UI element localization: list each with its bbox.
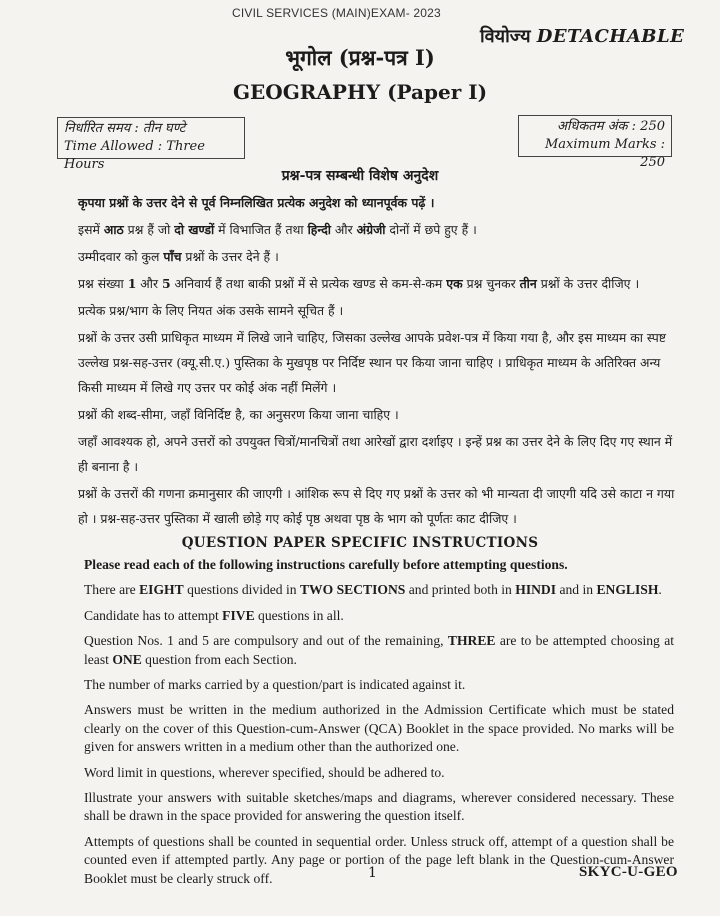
detachable-hindi: वियोज्य <box>480 26 531 47</box>
page-number: 1 <box>368 865 377 881</box>
maximum-marks-english: Maximum Marks : 250 <box>544 137 665 170</box>
english-instructions <box>84 556 674 895</box>
english-instruction-3: Candidate has to attempt FIVE questions in all. <box>84 607 344 623</box>
hindi-instruction-1: कृपया प्रश्नों के उत्तर देने से पूर्व निम्नलिखित प्रत्येक अनुदेश को ध्यानपूर्वक पढ़ें । <box>78 195 435 210</box>
maximum-marks-box <box>518 115 672 170</box>
time-allowed-hindi: निर्धारित समय : तीन घण्टे <box>64 121 186 136</box>
english-instructions-heading: QUESTION PAPER SPECIFIC INSTRUCTIONS <box>181 535 539 551</box>
hindi-instruction-9: प्रश्नों के उत्तरों की गणना क्रमानुसार की जाएगी । आंशिक रूप से दिए गए प्रश्नों के उत्तर को भी मान्यता दी जाएगी यदि उसे काटा न गया हो । प्रश्न-सह-उत्तर पुस्तिका में खाली छोड़े गए कोई पृष्ठ अथवा पृष्ठ के भाग को पूर्णतः काट दीजिए । <box>78 486 675 526</box>
hindi-instruction-5: प्रत्येक प्रश्न/भाग के लिए नियत अंक उसके सामने सूचित हैं । <box>78 303 344 318</box>
subject-title-english: GEOGRAPHY (Paper I) <box>232 80 488 104</box>
time-allowed-box <box>57 117 245 172</box>
english-instruction-6: Answers must be written in the medium authorized in the Admission Certificate which must be stated clearly on the cover of this Question-cum-Answer (QCA) Booklet in the space provided. No marks will be given for answers written in a medium other than the authorized one. <box>84 702 674 755</box>
hindi-instructions <box>78 190 678 533</box>
detachable-english: DETACHABLE <box>536 26 685 47</box>
english-instruction-1: Please read each of the following instructions carefully before attempting questions. <box>84 557 568 572</box>
english-instruction-9: Attempts of questions shall be counted in sequential order. Unless struck off, attempt of a question shall be counted even if attempted partly. Any page or portion of the page left blank in the Question-cum-Answer Booklet must be clearly struck off. <box>84 833 674 886</box>
hindi-instruction-2: इसमें आठ प्रश्न हैं जो दो खण्डों में विभाजित हैं तथा हिन्दी और अंग्रेजी दोनों में छपे हुए हैं । <box>78 222 477 237</box>
hindi-instruction-3: उम्मीदवार को कुल पाँच प्रश्नों के उत्तर देने हैं । <box>78 249 279 264</box>
english-instruction-7: Word limit in questions, wherever specified, should be adhered to. <box>84 764 445 780</box>
subject-title-hindi: भूगोल (प्रश्न-पत्र I) <box>285 45 435 70</box>
hindi-instruction-6: प्रश्नों के उत्तर उसी प्राधिकृत माध्यम में लिखे जाने चाहिए, जिसका उल्लेख आपके प्रवेश-पत्र में किया गया है, और इस माध्यम का स्पष्ट उल्लेख प्रश्न-सह-उत्तर (क्यू.सी.ए.) पुस्तिका के मुखपृष्ठ पर निर्दिष्ट स्थान पर किया जाना चाहिए । प्राधिकृत माध्यम के अतिरिक्त अन्य किसी माध्यम में लिखे गए उत्तर पर कोई अंक नहीं मिलेंगे । <box>78 330 666 395</box>
exam-title: CIVIL SERVICES (MAIN)EXAM- 2023 <box>232 6 441 20</box>
hindi-instructions-heading: प्रश्न-पत्र सम्बन्धी विशेष अनुदेश <box>281 168 439 184</box>
hindi-instruction-4: प्रश्न संख्या 1 और 5 अनिवार्य हैं तथा बाकी प्रश्नों में से प्रत्येक खण्ड से कम-से-कम एक प्रश्न चुनकर तीन प्रश्नों के उत्तर दीजिए । <box>78 276 640 291</box>
paper-code: SKYC-U-GEO <box>579 864 678 880</box>
english-instruction-2: There are EIGHT questions divided in TWO SECTIONS and printed both in HINDI and in ENGLISH. <box>84 582 662 598</box>
english-instruction-8: Illustrate your answers with suitable sketches/maps and diagrams, wherever considered necessary. These shall be drawn in the space provided for answering the question itself. <box>84 790 674 824</box>
time-allowed-english: Time Allowed : Three Hours <box>64 139 205 172</box>
english-instruction-5: The number of marks carried by a question/part is indicated against it. <box>84 677 466 693</box>
hindi-instruction-7: प्रश्नों की शब्द-सीमा, जहाँ विनिर्दिष्ट है, का अनुसरण किया जाना चाहिए । <box>78 407 399 422</box>
maximum-marks-hindi: अधिकतम अंक : 250 <box>557 119 665 134</box>
hindi-instruction-8: जहाँ आवश्यक हो, अपने उत्तरों को उपयुक्त चित्रों/मानचित्रों तथा आरेखों द्वारा दर्शाइए । इन्हें प्रश्न का उत्तर देने के लिए दिए गए स्थान में ही बनाना है । <box>78 434 673 474</box>
english-instruction-4: Question Nos. 1 and 5 are compulsory and out of the remaining, THREE are to be attempted choosing at least ONE question from each Section. <box>84 633 675 667</box>
